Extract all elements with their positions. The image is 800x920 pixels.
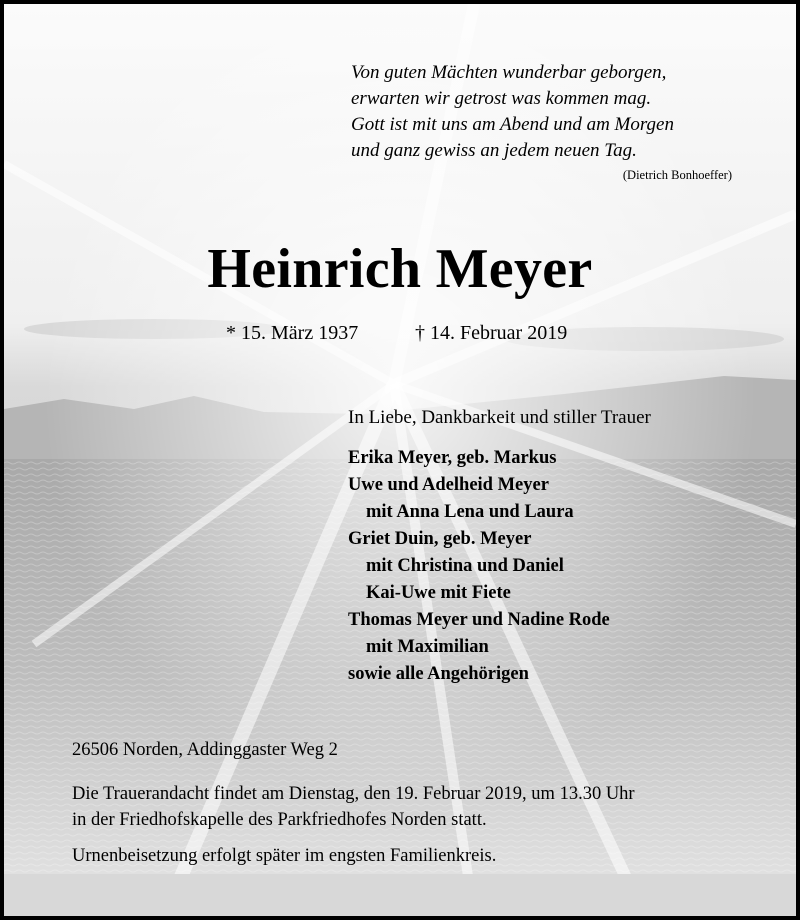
mourner-entry: mit Christina und Daniel [366,556,564,576]
mourner-entry: Griet Duin, geb. Meyer [348,529,532,549]
mourner-entry: Kai-Uwe mit Fiete [366,583,511,603]
mourner-entry: mit Anna Lena und Laura [366,502,574,522]
funeral-service-info [72,781,635,833]
mourning-intro: In Liebe, Dankbarkeit und stiller Trauer [348,407,651,428]
poem-line: und ganz gewiss an jedem neuen Tag. [351,140,637,161]
mourner-entry: Uwe und Adelheid Meyer [348,475,549,495]
birth-date: * 15. März 1937 [226,322,359,344]
bonhoeffer-poem [351,60,731,164]
mourner-entry: sowie alle Angehörigen [348,664,529,684]
poem-line: erwarten wir getrost was kommen mag. [351,88,652,109]
service-line: in der Friedhofskapelle des Parkfriedhofes Norden statt. [72,810,487,830]
mourners-list [348,445,610,688]
poem-author: (Dietrich Bonhoeffer) [622,168,732,182]
burial-info: Urnenbeisetzung erfolgt später im engsten Familienkreis. [72,846,497,866]
service-line: Die Trauerandacht findet am Dienstag, den 19. Februar 2019, um 13.30 Uhr [72,784,635,804]
deceased-name: Heinrich Meyer [207,238,593,300]
poem-line: Gott ist mit uns am Abend und am Morgen [351,114,674,135]
mourner-entry: Erika Meyer, geb. Markus [348,448,557,468]
mourner-entry: Thomas Meyer und Nadine Rode [348,610,610,630]
family-address: 26506 Norden, Addinggaster Weg 2 [72,740,338,760]
mourner-entry: mit Maximilian [366,637,489,657]
poem-line: Von guten Mächten wunderbar geborgen, [351,62,667,83]
death-date: † 14. Februar 2019 [415,322,568,344]
